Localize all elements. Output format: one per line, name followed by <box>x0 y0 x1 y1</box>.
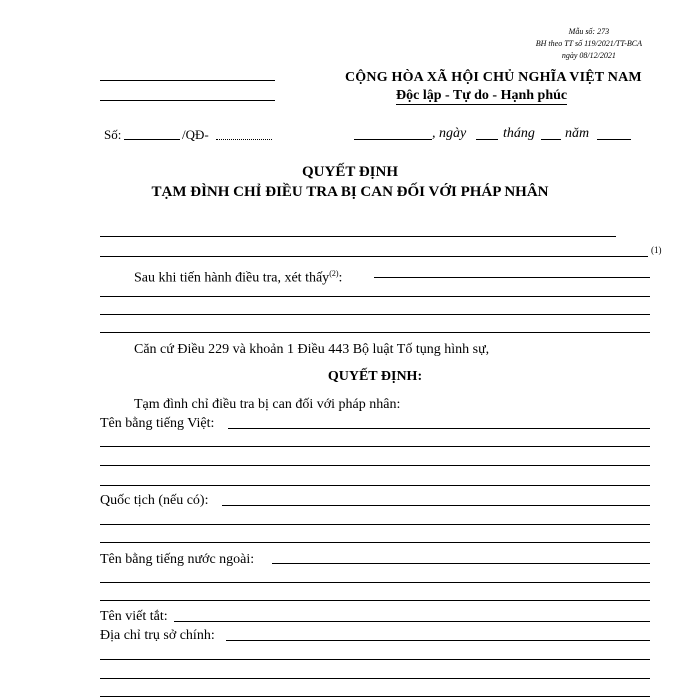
name-foreign-blank <box>272 563 650 564</box>
document-subtitle: TẠM ĐÌNH CHỈ ĐIỀU TRA BỊ CAN ĐỐI VỚI PHÁP NHÂN <box>151 184 549 200</box>
document-title: QUYẾT ĐỊNH <box>302 164 398 180</box>
blank-line <box>100 659 650 660</box>
blank-line <box>100 296 650 297</box>
footnote-ref-2: (2) <box>329 269 339 278</box>
blank-line <box>100 314 650 315</box>
month-blank <box>541 139 561 140</box>
year-blank <box>597 139 631 140</box>
date-month-label: tháng <box>503 126 535 141</box>
form-number: Mẫu số: 273 <box>568 27 610 36</box>
qd-label: /QĐ- <box>182 127 209 142</box>
blank-line <box>100 582 650 583</box>
place-blank <box>354 139 432 140</box>
blank-line <box>374 277 650 278</box>
blank-line <box>100 696 650 697</box>
blank-line <box>100 678 650 679</box>
agency-line-2 <box>100 100 275 101</box>
blank-line <box>100 524 650 525</box>
agency-line-1 <box>100 80 275 81</box>
footnote-ref-1: (1) <box>651 245 662 255</box>
nation-heading: CỘNG HÒA XÃ HỘI CHỦ NGHĨA VIỆT NAM <box>345 70 642 85</box>
name-foreign-label: Tên bằng tiếng nước ngoài: <box>100 552 255 567</box>
legal-basis: Căn cứ Điều 229 và khoản 1 Điều 443 Bộ luật Tố tụng hình sự, <box>134 342 490 357</box>
decision-heading: QUYẾT ĐỊNH: <box>327 369 423 384</box>
blank-line <box>100 332 650 333</box>
head-office-blank <box>226 640 650 641</box>
blank-line <box>100 256 648 257</box>
nationality-label: Quốc tịch (nếu có): <box>100 493 209 508</box>
blank-line <box>100 600 650 601</box>
form-number-block <box>536 26 642 62</box>
date-day-label: , ngày <box>432 126 467 141</box>
day-blank <box>476 139 498 140</box>
name-vn-label: Tên bằng tiếng Việt: <box>100 416 215 431</box>
qd-blank <box>216 139 272 140</box>
date-year-label: năm <box>565 126 590 141</box>
number-label: Số: <box>104 127 122 142</box>
issued-by: BH theo TT số 119/2021/TT-BCA <box>535 39 642 48</box>
number-blank <box>124 139 180 140</box>
name-vn-blank <box>228 428 650 429</box>
blank-line <box>100 485 650 486</box>
short-name-label: Tên viết tắt: <box>100 609 168 624</box>
blank-line <box>100 446 650 447</box>
head-office-label: Địa chỉ trụ sở chính: <box>100 628 215 643</box>
issued-date: ngày 08/12/2021 <box>561 51 616 60</box>
after-investigation-text: Sau khi tiến hành điều tra, xét thấy$^{(2)}$: <box>134 269 343 286</box>
nationality-blank <box>222 505 650 506</box>
blank-line <box>100 542 650 543</box>
motto: Độc lập - Tự do - Hạnh phúc <box>396 88 568 103</box>
suspend-text: Tạm đình chỉ điều tra bị can đối với pháp nhân: <box>134 397 401 412</box>
blank-line <box>100 236 616 237</box>
blank-line <box>100 465 650 466</box>
short-name-blank <box>174 621 650 622</box>
